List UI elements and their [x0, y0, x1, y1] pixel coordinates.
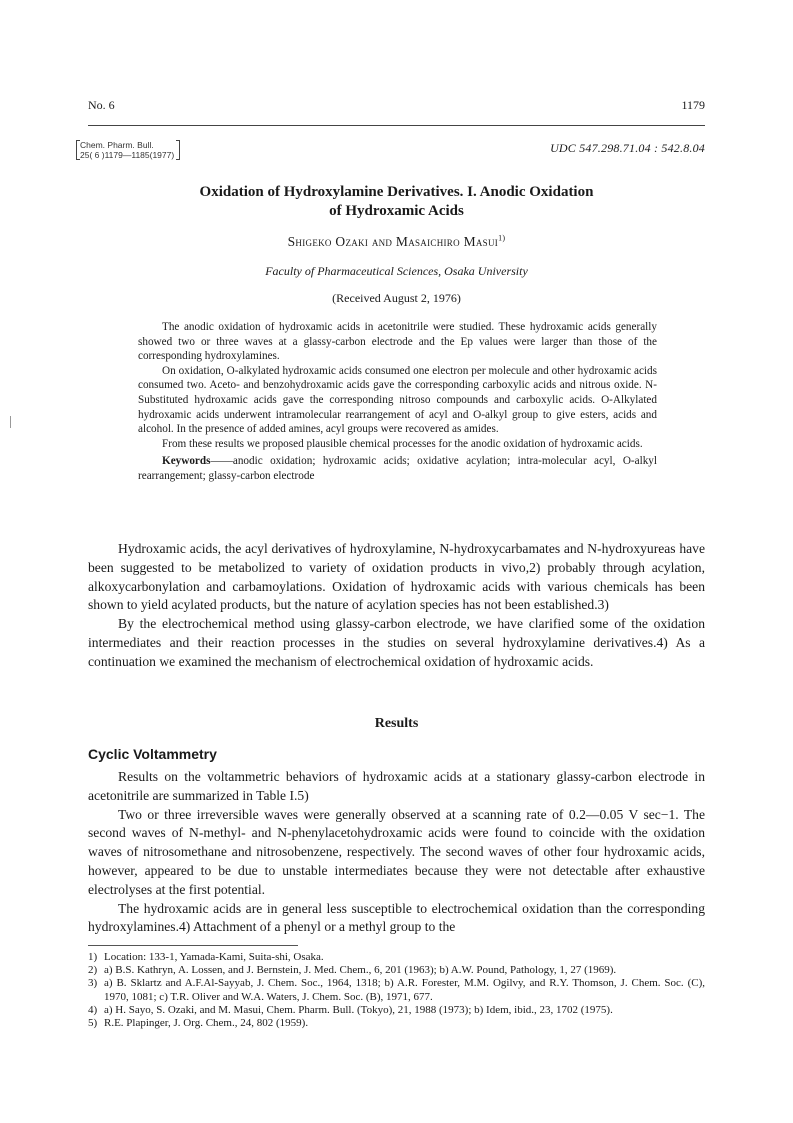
citation-line-2: 25( 6 )1179—1185(1977): [80, 150, 175, 160]
section-heading-results: Results: [374, 716, 419, 731]
affiliation: Faculty of Pharmaceutical Sciences, Osaka University: [265, 264, 528, 278]
introduction: [88, 540, 705, 672]
header-rule: [88, 125, 705, 126]
body-paragraph: The hydroxamic acids are in general less susceptible to electrochemical oxidation than the corresponding hydroxylamines.4) Attachment of a phenyl or a methyl group to the: [88, 900, 705, 935]
keywords: [138, 454, 657, 483]
abstract: [138, 320, 657, 484]
keywords-label: Keywords: [162, 455, 211, 468]
footnotes: [88, 951, 705, 1030]
footnote-number: 5): [88, 1017, 98, 1030]
keywords-list: ——anodic oxidation; hydroxamic acids; oxidative acylation; intra-molecular acyl, O-alkyl rearrangement; glassy-carbon electrode: [138, 455, 657, 482]
body-paragraph: Two or three irreversible waves were generally observed at a scanning rate of 0.2—0.05 V sec−1. The second waves of N-methyl- and N-phenylacetohydroxamic acids were found to coincide with the oxidation waves of nitrosomethane and nitrosobenzene, respectively. The second waves of other four hydroxamic acids, however, appeared to be due to unstable intermediates because they were not detectable after exhaustive electrolyses at the first potential.: [88, 806, 705, 897]
page-header: [88, 98, 705, 114]
authors: [88, 234, 705, 250]
margin-mark: [10, 416, 11, 428]
issue-number: No. 6: [88, 98, 115, 112]
footnote-text: Location: 133-1, Yamada-Kami, Suita-shi, Osaka.: [104, 951, 324, 963]
author-names: Shigeko Ozaki and Masaichiro Masui: [287, 234, 499, 249]
body-paragraph: Results on the voltammetric behaviors of hydroxamic acids at a stationary glassy-carbon electrode in acetonitrile are summarized in Table I.5): [88, 769, 705, 803]
title-line-1: Oxidation of Hydroxylamine Derivatives. I. Anodic Oxidation: [199, 184, 594, 200]
udc-code: UDC 547.298.71.04 : 542.8.04: [550, 141, 705, 155]
footnote: [88, 1017, 705, 1030]
body-paragraph: By the electrochemical method using glassy-carbon electrode, we have clarified some of the oxidation intermediates and their reaction processes in the studies on several hydroxylamine derivatives.4) As a continuation we examined the mechanism of electrochemical oxidation of hydroxamic acids.: [88, 616, 705, 669]
abstract-paragraph: On oxidation, O-alkylated hydroxamic acids consumed one electron per molecule and other hydroxamic acids consumed two. Aceto- and benzohydroxamic acids gave the corresponding carboxylic acids and nitrous oxide. N-Substituted hydroxamic acids gave the corresponding nitroso compounds and carboxylic acids. O-Alkylated hydroxamic acids underwent intramolecular rearrangement of acyl and O-alkyl group to give esters, acids and alcohol. In the presence of added amines, acyl groups were recovered as amides.: [138, 364, 657, 436]
left-bracket: [76, 140, 80, 160]
results-text: [88, 768, 705, 937]
footnote: [88, 951, 705, 964]
received-date: (Received August 2, 1976): [332, 291, 461, 305]
footnote: [88, 1004, 705, 1017]
footnote-number: 1): [88, 951, 98, 963]
article-title: [88, 183, 705, 221]
title-line-2: of Hydroxamic Acids: [329, 203, 464, 219]
footnote-text: a) B.S. Kathryn, A. Lossen, and J. Bernstein, J. Med. Chem., 6, 201 (1963); b) A.W. Pound, Pathology, 1, 27 (1969).: [104, 964, 617, 977]
footnote-number: 3): [88, 977, 98, 990]
footnote-text: R.E. Plapinger, J. Org. Chem., 24, 802 (1959).: [104, 1017, 309, 1030]
footnote-number: 2): [88, 964, 98, 977]
abstract-paragraph: From these results we proposed plausible chemical processes for the anodic oxidation of hydroxamic acids.: [162, 437, 643, 450]
right-bracket: [176, 140, 180, 160]
body-paragraph: Hydroxamic acids, the acyl derivatives of hydroxylamine, N-hydroxycarbamates and N-hydroxyureas have been suggested to be metabolized to variety of oxidation products in vivo,2) probably through acylation, alkoxycarbonylation and carbamoylations. Oxidation of hydroxamic acids with various chemicals has been shown to yield acylated products, but the nature of acylation species has not been established.3): [88, 541, 705, 613]
citation-line-1: Chem. Pharm. Bull.: [80, 140, 154, 150]
footnote: [88, 964, 705, 977]
footnote-number: 4): [88, 1003, 98, 1016]
footnote-rule: [88, 945, 298, 946]
footnote-text: a) H. Sayo, S. Ozaki, and M. Masui, Chem. Pharm. Bull. (Tokyo), 21, 1988 (1973); b) Idem, ibid., 23, 1702 (1975).: [104, 1003, 613, 1016]
footnote-text: a) B. Sklartz and A.F.Al-Sayyab, J. Chem. Soc., 1964, 1318; b) A.R. Forester, M.M. Ogilvy, and R.Y. Thomson, J. Chem. Soc. (C), 1970, 1081; c) T.R. Oliver and W.A. Waters, J. Chem. Soc. (B), 1971, 677.: [104, 977, 705, 1003]
page-number: 1179: [681, 98, 705, 112]
author-footnote-mark: 1): [498, 233, 506, 243]
footnote: [88, 977, 705, 1003]
abstract-paragraph: The anodic oxidation of hydroxamic acids in acetonitrile were studied. These hydroxamic acids generally showed two or three waves at a glassy-carbon electrode and the Ep values were larger than those of the corresponding hydroxylamines.: [138, 321, 657, 363]
subsection-heading: Cyclic Voltammetry: [88, 746, 217, 762]
journal-citation: [80, 140, 174, 160]
